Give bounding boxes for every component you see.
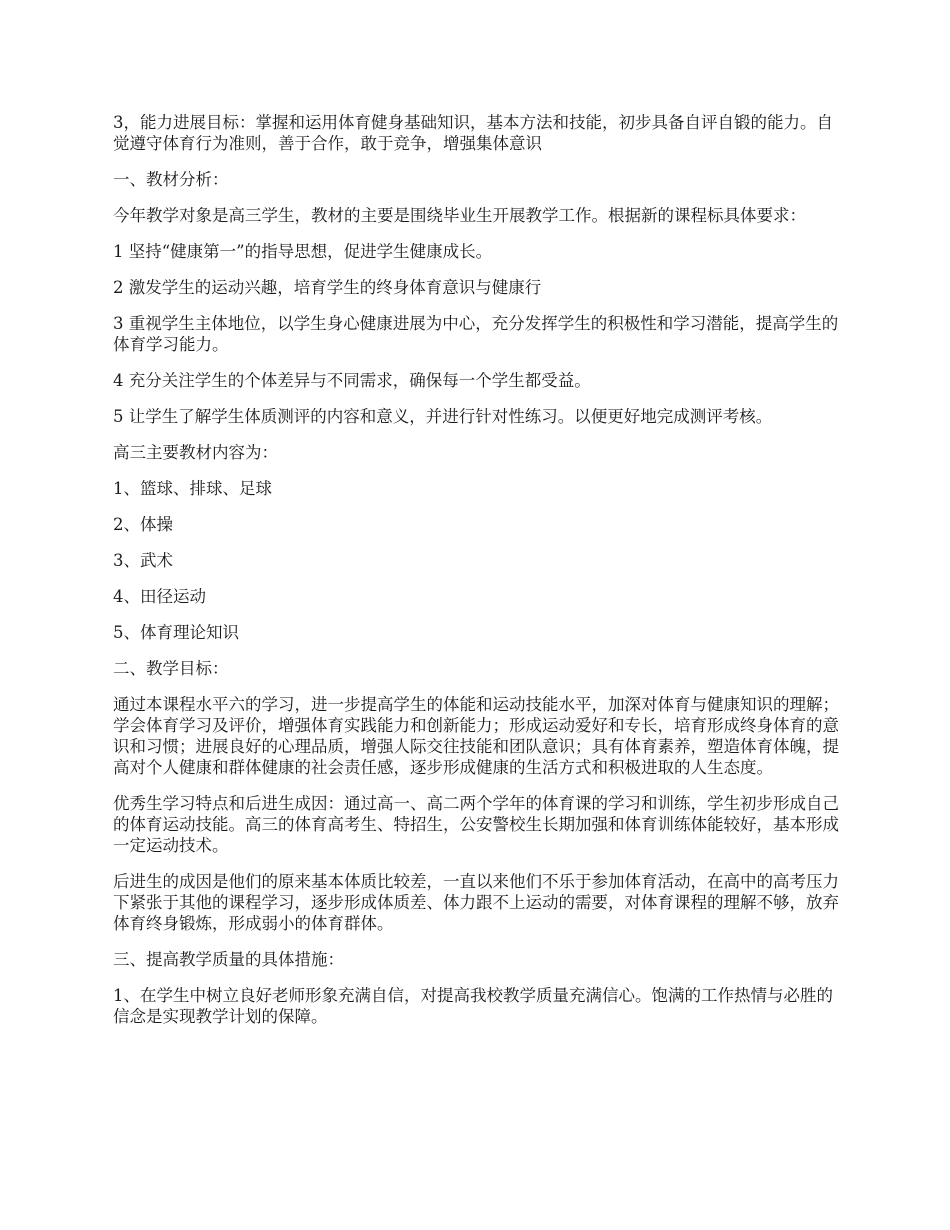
lagging-students-paragraph: 后进生的成因是他们的原来基本体质比较差，一直以来他们不乐于参加体育活动，在高中的高考压力下紧张于其他的课程学习，逐步形成体质差、体力跟不上运动的需要，对体育课程的理解不够，放弃体育终身锻炼，形成弱小的体育群体。 <box>113 872 839 933</box>
requirement-item-5: 5 让学生了解学生体质测评的内容和意义，并进行针对性练习。以便更好地完成测评考核。 <box>113 407 773 426</box>
section-heading-measures: 三、提高教学质量的具体措施： <box>113 950 344 969</box>
requirement-item-3: 3 重视学生主体地位，以学生身心健康进展为中心，充分发挥学生的积极性和学习潜能，提高学生的体育学习能力。 <box>113 314 839 354</box>
content-item-1: 1、篮球、排球、足球 <box>113 479 272 498</box>
document-body <box>113 112 843 1042</box>
teaching-goals-paragraph: 通过本课程水平六的学习，进一步提高学生的体能和运动技能水平，加深对体育与健康知识的理解；学会体育学习及评价，增强体育实践能力和创新能力；形成运动爱好和专长，培育形成终身体育的意识和习惯；进展良好的心理品质，增强人际交往技能和团队意识；具有体育素养，塑造体育体魄，提高对个人健康和群体健康的社会责任感，逐步形成健康的生活方式和积极进取的人生态度。 <box>113 695 839 777</box>
content-item-5: 5、体育理论知识 <box>113 623 239 642</box>
main-content-heading: 高三主要教材内容为： <box>113 443 278 462</box>
requirement-item-1: 1 坚持“健康第一”的指导思想，促进学生健康成长。 <box>113 242 493 261</box>
goal-3-paragraph: 3，能力进展目标：掌握和运用体育健身基础知识，基本方法和技能，初步具备自评自锻的能力。自觉遵守体育行为准则，善于合作，敢于竞争，增强集体意识 <box>113 113 833 153</box>
section-heading-teaching-goals: 二、教学目标： <box>113 659 229 678</box>
student-traits-paragraph: 优秀生学习特点和后进生成因：通过高一、高二两个学年的体育课的学习和训练，学生初步形成自己的体育运动技能。高三的体育高考生、特招生，公安警校生长期加强和体育训练体能较好，基本形成一定运动技术。 <box>113 794 839 855</box>
measure-item-1: 1、在学生中树立良好老师形象充满自信，对提高我校教学质量充满信心。饱满的工作热情与必胜的信念是实现教学计划的保障。 <box>113 986 833 1026</box>
material-intro-paragraph: 今年教学对象是高三学生，教材的主要是围绕毕业生开展教学工作。根据新的课程标具体要求： <box>113 206 806 225</box>
content-item-2: 2、体操 <box>113 515 173 534</box>
content-item-3: 3、武术 <box>113 551 173 570</box>
section-heading-material-analysis: 一、教材分析： <box>113 170 229 189</box>
requirement-item-4: 4 充分关注学生的个体差异与不同需求，确保每一个学生都受益。 <box>113 371 591 390</box>
content-item-4: 4、田径运动 <box>113 587 206 606</box>
requirement-item-2: 2 激发学生的运动兴趣，培育学生的终身体育意识与健康行 <box>113 278 542 297</box>
